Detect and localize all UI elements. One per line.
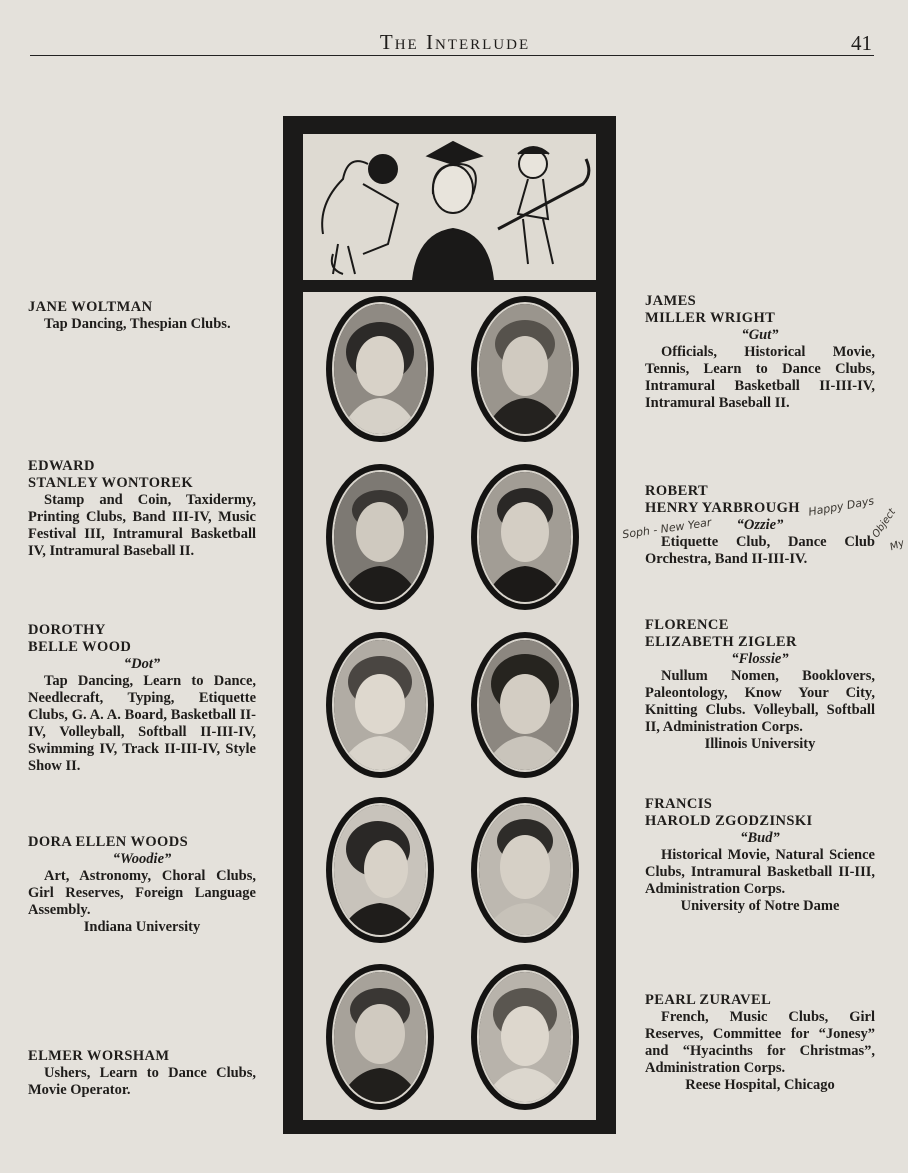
- portrait-james-wright: [471, 296, 579, 442]
- cartoon-banner-illustration: [303, 134, 596, 280]
- student-nickname: “Gut”: [741, 327, 779, 343]
- student-name: ELMER WORSHAM: [28, 1048, 170, 1064]
- student-activities: Tap Dancing, Thespian Clubs.: [44, 316, 231, 332]
- student-activities: Stamp and Coin, Taxidermy, Printing Clubs, Band III-IV, Music Festival III, Intramural Basketball IV, Intramural Baseball II.: [28, 492, 256, 559]
- portrait-francis-zgodzinski: [471, 797, 579, 943]
- student-activities: French, Music Clubs, Girl Reserves, Committee for “Jonesy” and “Hyacinths for Christmas”, Administration Corps.: [645, 1009, 875, 1076]
- portrait-robert-yarbrough: [471, 464, 579, 610]
- header-rule: [30, 55, 874, 56]
- student-activities: Nullum Nomen, Booklovers, Paleontology, Know Your City, Knitting Clubs. Volleyball, Softball II, Administration Corps.: [645, 668, 875, 735]
- student-name: DOROTHY: [28, 622, 106, 638]
- student-activities: Ushers, Learn to Dance Clubs, Movie Operator.: [28, 1065, 256, 1098]
- student-name-line2: MILLER WRIGHT: [645, 310, 776, 326]
- page-number: 41: [851, 31, 872, 55]
- student-name: EDWARD: [28, 458, 95, 474]
- student-activities: Etiquette Club, Dance Club Orchestra, Band II-III-IV.: [645, 534, 875, 567]
- student-nickname: “Woodie”: [112, 851, 172, 867]
- student-name: FRANCIS: [645, 796, 713, 812]
- student-college: Indiana University: [83, 919, 201, 935]
- portrait-florence-zigler: [471, 632, 579, 778]
- handwritten-note-right: Happy Days: [807, 494, 876, 519]
- student-name: FLORENCE: [645, 617, 729, 633]
- student-name-line2: HENRY YARBROUGH: [645, 500, 800, 516]
- portrait-pearl-zuravel: [471, 964, 579, 1110]
- student-entry-wontorek: [28, 458, 256, 560]
- student-name-line2: ELIZABETH ZIGLER: [645, 634, 797, 650]
- student-entry-zgodzinski: [645, 796, 875, 915]
- student-nickname: “Ozzie”: [736, 517, 784, 533]
- student-entry-zigler: [645, 617, 875, 753]
- student-entry-zuravel: [645, 992, 875, 1094]
- student-name: DORA ELLEN WOODS: [28, 834, 189, 850]
- student-college: Illinois University: [704, 736, 816, 752]
- student-activities: Historical Movie, Natural Science Clubs, Intramural Basketball II-III, Administration Corps.: [645, 847, 875, 897]
- portrait-jane-woltman: [326, 296, 434, 442]
- student-name: JANE WOLTMAN: [28, 299, 153, 315]
- student-entry-wood: [28, 622, 256, 775]
- student-name-line2: BELLE WOOD: [28, 639, 132, 655]
- student-name-line2: STANLEY WONTOREK: [28, 475, 194, 491]
- portrait-dora-woods: [326, 797, 434, 943]
- student-nickname: “Flossie”: [731, 651, 789, 667]
- student-entry-woods: [28, 834, 256, 936]
- handwritten-note-left: Soph - New Year: [621, 515, 713, 542]
- student-college: University of Notre Dame: [680, 898, 840, 914]
- student-entry-woltman: [28, 299, 256, 333]
- student-nickname: “Dot”: [123, 656, 161, 672]
- student-name-line2: HAROLD ZGODZINSKI: [645, 813, 813, 829]
- portrait-edward-wontorek: [326, 464, 434, 610]
- student-activities: Tap Dancing, Learn to Dance, Needlecraft, Typing, Etiquette Clubs, G. A. A. Board, Basketball II-IV, Volleyball, Softball II-III-IV, Swimming IV, Track II-III-IV, Style Show II.: [28, 673, 256, 774]
- student-college: Reese Hospital, Chicago: [685, 1077, 835, 1093]
- photo-panel: [283, 116, 616, 1134]
- handwritten-note-right-2: Object: [870, 507, 899, 540]
- student-name: PEARL ZURAVEL: [645, 992, 772, 1008]
- student-entry-wright: [645, 293, 875, 412]
- student-name: JAMES: [645, 293, 697, 309]
- portrait-elmer-worsham: [326, 964, 434, 1110]
- handwritten-note-right-3: My: [888, 537, 906, 554]
- portrait-grid: [303, 292, 596, 1120]
- portrait-dorothy-wood: [326, 632, 434, 778]
- student-entry-worsham: [28, 1048, 256, 1099]
- student-name: ROBERT: [645, 483, 709, 499]
- student-activities: Officials, Historical Movie, Tennis, Learn to Dance Clubs, Intramural Basketball II-III-IV, Intramural Baseball II.: [645, 344, 875, 411]
- publication-title: The Interlude: [379, 30, 531, 54]
- student-nickname: “Bud”: [740, 830, 780, 846]
- student-activities: Art, Astronomy, Choral Clubs, Girl Reserves, Foreign Language Assembly.: [28, 868, 256, 918]
